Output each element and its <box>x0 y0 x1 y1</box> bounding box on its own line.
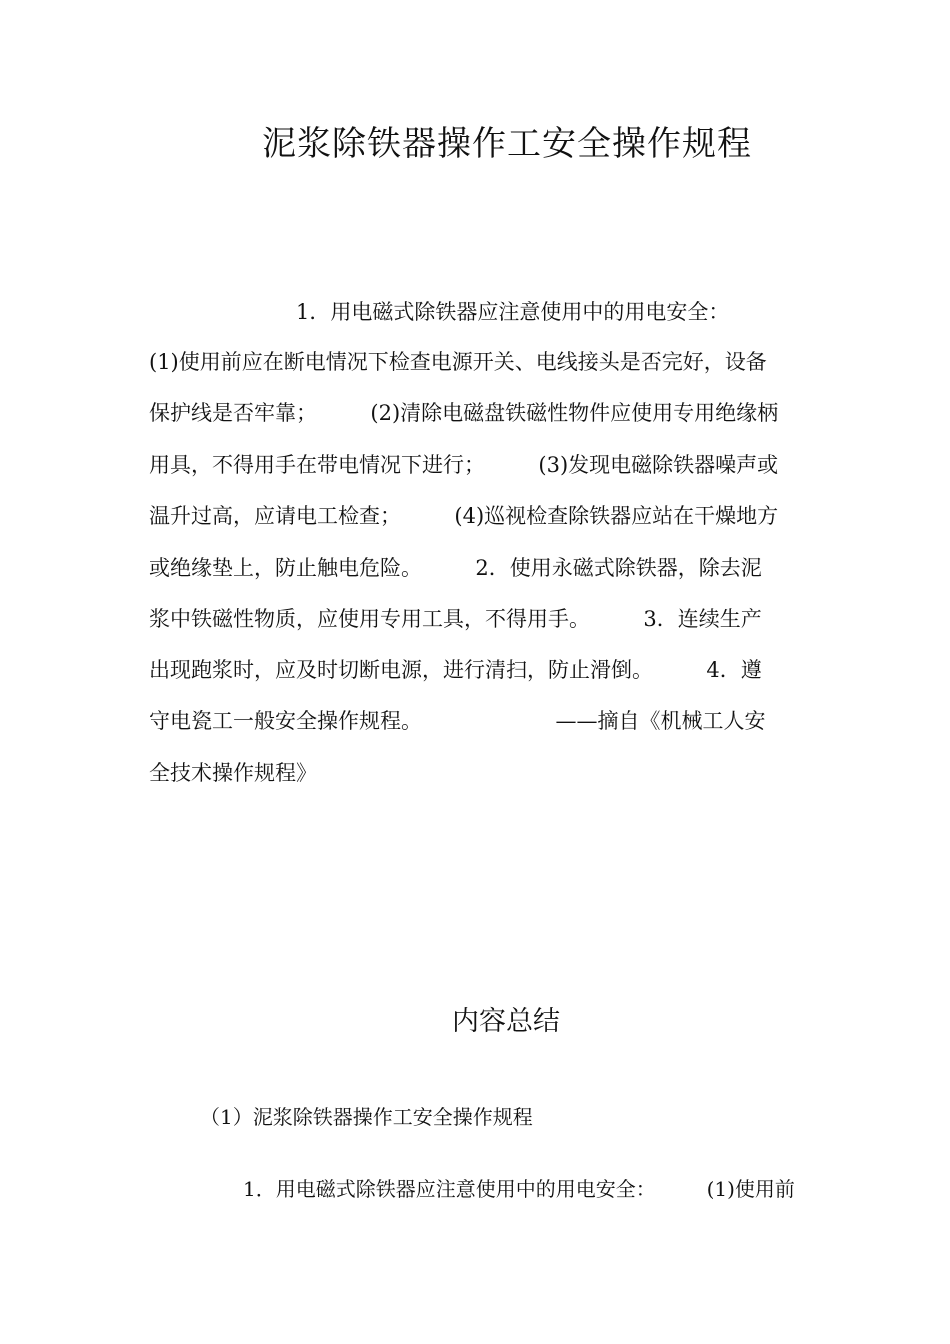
body-line-6: 或绝缘垫上，防止触电危险。 2．使用永磁式除铁器，除去泥 <box>149 556 762 580</box>
body-line-2: (1)使用前应在断电情况下检查电源开关、电线接头是否完好，设备 <box>149 350 767 374</box>
body-line-1: 1．用电磁式除铁器应注意使用中的用电安全： <box>296 300 730 324</box>
summary-line-1: （1）泥浆除铁器操作工安全操作规程 <box>200 1105 533 1129</box>
body-line-3: 保护线是否牢靠； (2)清除电磁盘铁磁性物件应使用专用绝缘柄 <box>149 401 779 425</box>
body-line-5: 温升过高，应请电工检查； (4)巡视检查除铁器应站在干燥地方 <box>149 504 779 528</box>
body-line-9: 守电瓷工一般安全操作规程。 ——摘自《机械工人安 <box>149 709 766 733</box>
body-line-8: 出现跑浆时，应及时切断电源，进行清扫，防止滑倒。 4．遵 <box>149 658 762 682</box>
summary-line-2: 1．用电磁式除铁器应注意使用中的用电安全： (1)使用前 <box>243 1177 795 1201</box>
body-line-4: 用具，不得用手在带电情况下进行； (3)发现电磁除铁器噪声或 <box>149 453 779 477</box>
summary-title: 内容总结 <box>452 1006 560 1037</box>
body-line-10: 全技术操作规程》 <box>149 761 317 785</box>
body-line-7: 浆中铁磁性物质，应使用专用工具，不得用手。 3．连续生产 <box>149 607 762 631</box>
document-title: 泥浆除铁器操作工安全操作规程 <box>262 124 752 164</box>
